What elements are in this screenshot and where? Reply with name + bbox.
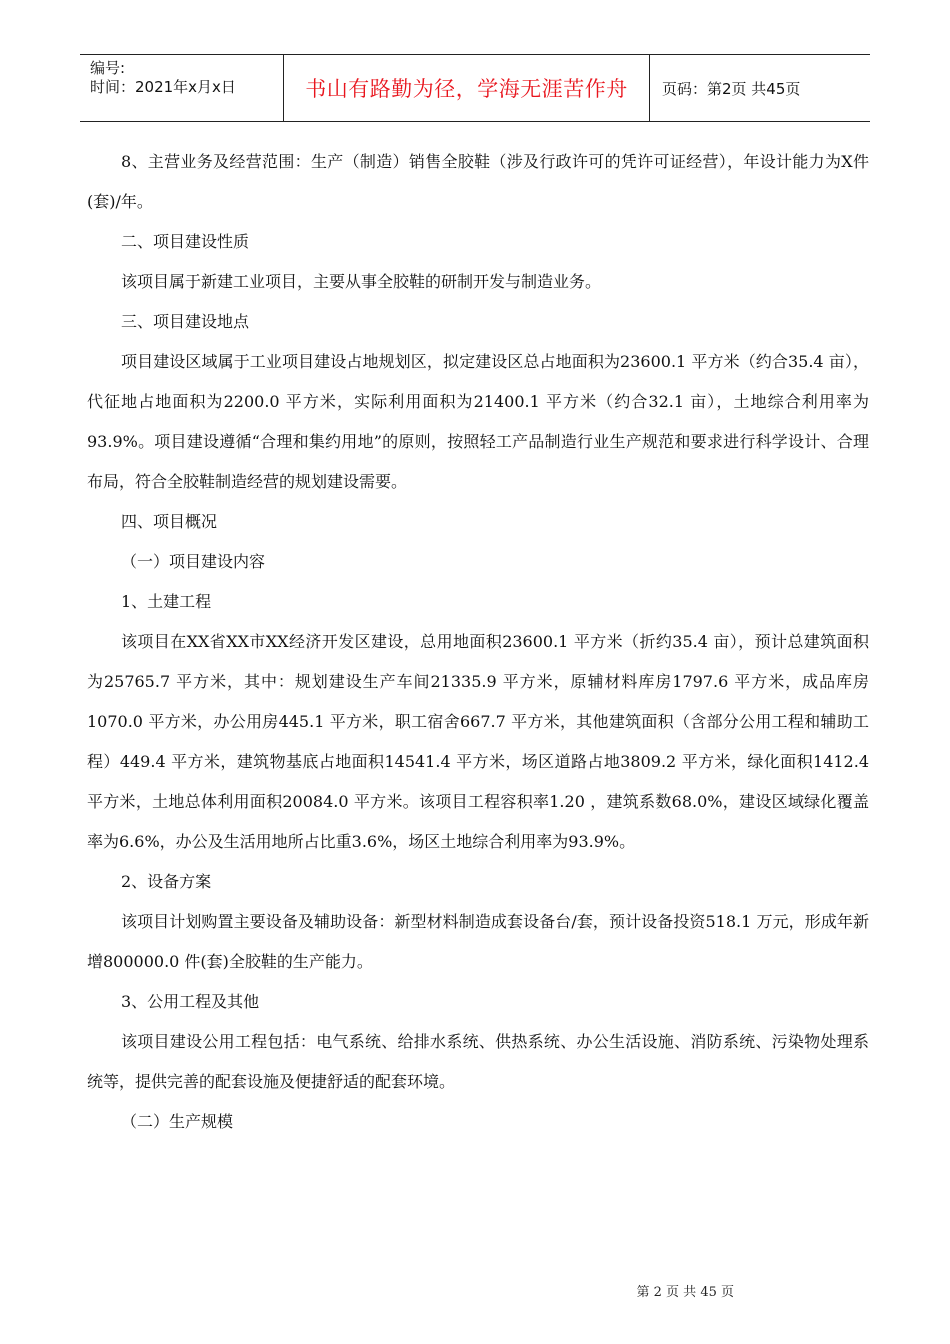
- heading-production-scale: （二）生产规模: [121, 1112, 234, 1131]
- heading-public-works: 3、公用工程及其他: [121, 992, 260, 1011]
- page-footer: 第 2 页 共 45 页: [636, 1285, 734, 1300]
- heading-project-location: 三、项目建设地点: [121, 312, 250, 331]
- paragraph-project-location: 项目建设区域属于工业项目建设占地规划区，拟定建设区总占地面积为23600.1 平方米（约合35.4 亩），代征地占地面积为2200.0 平方米，实际利用面积为21400.1 平方米（约合32.1 亩），土地综合利用率为93.9%。项目建设遵循“合理和集约用地”的原则，按照轻工产品制造行业生产规范和要求进行科学设计、合理布局，符合全胶鞋制造经营的规划建设需要。: [87, 352, 869, 491]
- paragraph-equipment-plan: 该项目计划购置主要设备及辅助设备：新型材料制造成套设备台/套，预计设备投资518.1 万元，形成年新增800000.0 件(套)全胶鞋的生产能力。: [87, 912, 869, 971]
- document-body: [87, 142, 869, 1142]
- paragraph-business-scope: 8、主营业务及经营范围：生产（制造）销售全胶鞋（涉及行政许可的凭许可证经营），年设计能力为X件(套)/年。: [87, 152, 869, 211]
- header-motto: 书山有路勤为径，学海无涯苦作舟: [284, 55, 650, 121]
- heading-construction-content: （一）项目建设内容: [121, 552, 266, 571]
- paragraph-public-works: 该项目建设公用工程包括：电气系统、给排水系统、供热系统、办公生活设施、消防系统、污染物处理系统等，提供完善的配套设施及便捷舒适的配套环境。: [87, 1032, 869, 1091]
- header-meta: [80, 55, 284, 121]
- header-page-info: 页码：第2页 共45页: [662, 79, 801, 98]
- document-date: 时间：2021年x月x日: [90, 78, 236, 96]
- heading-project-overview: 四、项目概况: [121, 512, 218, 531]
- heading-equipment-plan: 2、设备方案: [121, 872, 212, 891]
- heading-project-nature: 二、项目建设性质: [121, 232, 250, 251]
- paragraph-civil-works: 该项目在XX省XX市XX经济开发区建设，总用地面积23600.1 平方米（折约35.4 亩），预计总建筑面积为25765.7 平方米，其中：规划建设生产车间21335.9 平方米，原辅材料库房1797.6 平方米，成品库房1070.0 平方米，办公用房445.1 平方米，职工宿舍667.7 平方米，其他建筑面积（含部分公用工程和辅助工程）449.4 平方米，建筑物基底占地面积14541.4 平方米，场区道路占地3809.2 平方米，绿化面积1412.4 平方米，土地总体利用面积20084.0 平方米。该项目工程容积率1.20 ，建筑系数68.0%，建设区域绿化覆盖率为6.6%，办公及生活用地所占比重3.6%，场区土地综合利用率为93.9%。: [87, 632, 869, 851]
- document-number-label: 编号:: [90, 59, 126, 77]
- heading-civil-works: 1、土建工程: [121, 592, 212, 611]
- page-header: [80, 54, 870, 122]
- paragraph-project-nature: 该项目属于新建工业项目，主要从事全胶鞋的研制开发与制造业务。: [121, 272, 602, 291]
